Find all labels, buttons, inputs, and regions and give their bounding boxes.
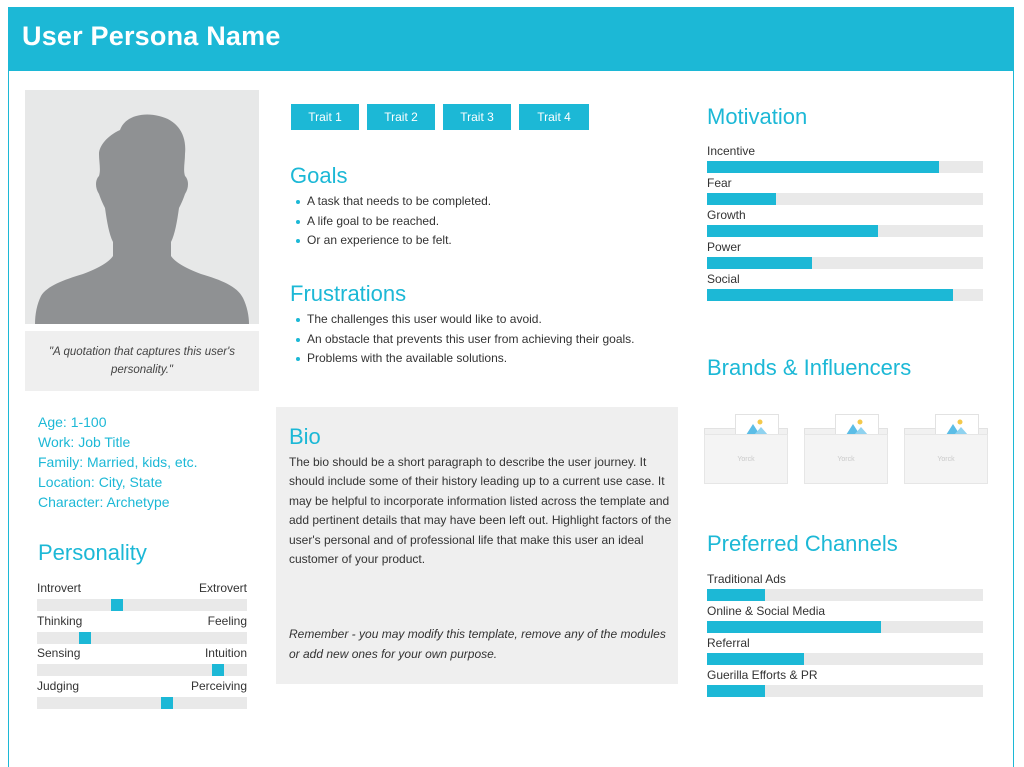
bar-track — [707, 653, 983, 665]
trait-tag-4: Trait 4 — [519, 104, 589, 130]
slider-thumb — [79, 632, 91, 644]
slider-thumb — [161, 697, 173, 709]
slider-left-label: Judging — [37, 679, 80, 693]
slider-right-label: Extrovert — [198, 581, 247, 595]
bar-track — [707, 257, 983, 269]
motivation-bar-fear — [707, 176, 983, 205]
brand-logo-2: Yorck — [804, 434, 888, 484]
bar-label: Online & Social Media — [707, 604, 826, 618]
bar-track — [707, 225, 983, 237]
slider-left-label: Introvert — [37, 581, 82, 595]
bio-remember-note: Remember - you may modify this template, remove any of the modules or add new ones for your own purpose. — [289, 627, 666, 661]
bar-fill — [707, 589, 765, 601]
goals-list — [296, 192, 491, 251]
brand-logo-3: Yorck — [904, 434, 988, 484]
bar-fill — [707, 685, 765, 697]
brand-folder-3 — [904, 414, 988, 484]
bar-track — [707, 589, 983, 601]
list-item: A life goal to be reached. — [296, 212, 491, 232]
bar-fill — [707, 225, 878, 237]
slider-track — [37, 697, 247, 709]
detail-location: Location: City, State — [38, 474, 163, 490]
bio-text: The bio should be a short paragraph to describe the user journey. It should include some of their history leading up to a current use case. It may be helpful to incorporate information listed across the template and add pertinent details that may have been left out. Highlight factors of the user's personal and of professional life that make this user an ideal customer of your product. — [289, 455, 672, 567]
bar-label: Traditional Ads — [707, 572, 786, 586]
channels-title: Preferred Channels — [707, 531, 898, 556]
list-item: The challenges this user would like to avoid. — [296, 310, 635, 330]
bar-track — [707, 621, 983, 633]
bar-label: Incentive — [707, 144, 756, 158]
bar-label: Fear — [707, 176, 732, 190]
detail-family: Family: Married, kids, etc. — [38, 454, 198, 470]
slider-track — [37, 599, 247, 611]
page-title: User Persona Name — [22, 21, 281, 51]
trait-tag-3: Trait 3 — [443, 104, 511, 130]
brand-logo-1: Yorck — [704, 434, 788, 484]
detail-work: Work: Job Title — [38, 434, 131, 450]
motivation-bar-incentive — [707, 144, 983, 173]
bar-fill — [707, 193, 776, 205]
motivation-bar-growth — [707, 208, 983, 237]
list-item: A task that needs to be completed. — [296, 192, 491, 212]
brand-folder-2 — [804, 414, 888, 484]
brands-title: Brands & Influencers — [707, 355, 912, 380]
header-bar — [8, 7, 1014, 71]
bar-fill — [707, 289, 953, 301]
trait-tag-2: Trait 2 — [367, 104, 435, 130]
frustrations-list — [296, 310, 635, 369]
list-item: An obstacle that prevents this user from achieving their goals. — [296, 330, 635, 350]
persona-quote: "A quotation that captures this user's personality." — [25, 331, 259, 391]
bar-label: Social — [707, 272, 740, 286]
slider-right-label: Feeling — [207, 614, 247, 628]
bio-title: Bio — [289, 424, 321, 449]
bar-fill — [707, 653, 804, 665]
goals-title: Goals — [290, 163, 348, 188]
bar-label: Growth — [707, 208, 746, 222]
list-item: Or an experience to be felt. — [296, 231, 491, 251]
slider-left-label: Sensing — [37, 646, 81, 660]
slider-thumb — [212, 664, 224, 676]
bar-label: Referral — [707, 636, 750, 650]
personality-title: Personality — [38, 540, 147, 565]
personality-slider-introvert-extrovert — [37, 581, 247, 611]
trait-tag-1: Trait 1 — [291, 104, 359, 130]
slider-right-label: Perceiving — [190, 679, 247, 693]
persona-details — [38, 412, 197, 512]
brand-folder-1 — [704, 414, 788, 484]
bar-track — [707, 193, 983, 205]
persona-photo-placeholder — [25, 90, 259, 324]
personality-slider-thinking-feeling — [37, 614, 247, 644]
channel-bar-online-social — [707, 604, 983, 633]
personality-slider-sensing-intuition — [37, 646, 247, 676]
personality-slider-judging-perceiving — [37, 679, 247, 709]
bar-track — [707, 161, 983, 173]
slider-track — [37, 664, 247, 676]
motivation-bar-social — [707, 272, 983, 301]
trait-tags — [291, 104, 589, 130]
detail-age: Age: 1-100 — [38, 414, 107, 430]
bar-fill — [707, 621, 881, 633]
bar-track — [707, 685, 983, 697]
channel-bar-guerilla — [707, 668, 983, 697]
channel-bar-traditional-ads — [707, 572, 983, 601]
bar-track — [707, 289, 983, 301]
motivation-title: Motivation — [707, 104, 808, 129]
bar-fill — [707, 161, 939, 173]
slider-left-label: Thinking — [37, 614, 83, 628]
user-silhouette-icon — [25, 90, 259, 324]
bar-label: Power — [707, 240, 742, 254]
bar-fill — [707, 257, 812, 269]
list-item: Problems with the available solutions. — [296, 349, 635, 369]
bar-label: Guerilla Efforts & PR — [707, 668, 818, 682]
channel-bar-referral — [707, 636, 983, 665]
slider-track — [37, 632, 247, 644]
frustrations-title: Frustrations — [290, 281, 407, 306]
motivation-bar-power — [707, 240, 983, 269]
slider-right-label: Intuition — [204, 646, 247, 660]
detail-character: Character: Archetype — [38, 494, 170, 510]
slider-thumb — [111, 599, 123, 611]
bio-panel — [276, 407, 678, 684]
